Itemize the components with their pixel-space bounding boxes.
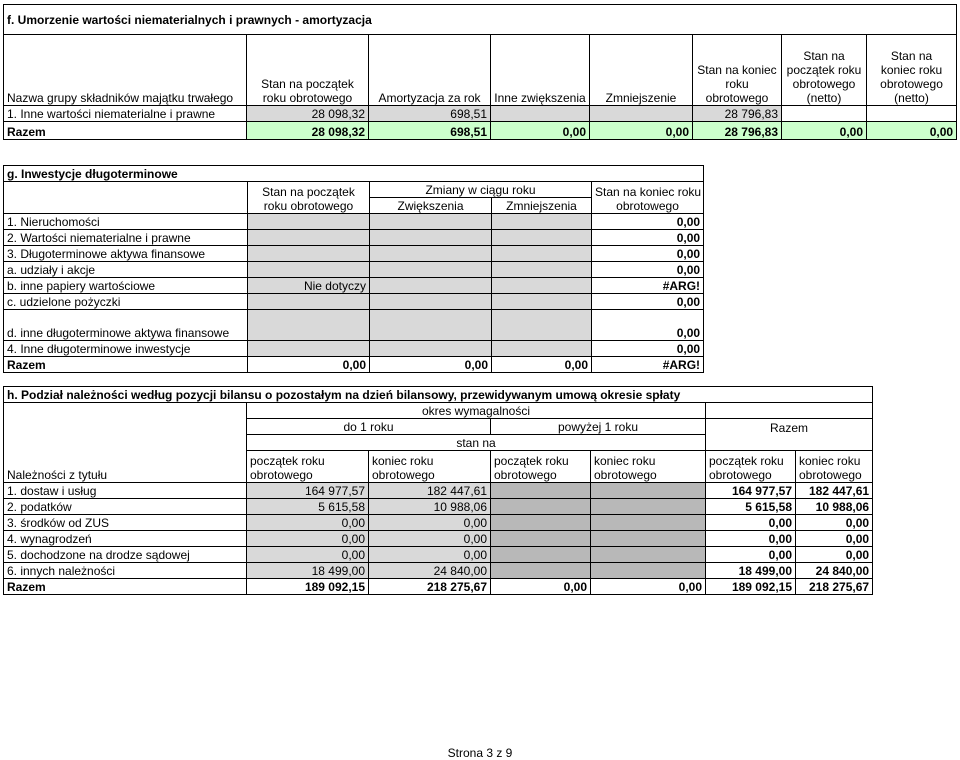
col-header-start-l1: Stan na początek (262, 185, 355, 199)
col-header-end-net-l3: obrotowego (880, 77, 943, 91)
cell-pow1-start (491, 547, 591, 563)
cell-total-end: 218 275,67 (796, 579, 873, 595)
cell-end: 0,00 (592, 294, 704, 310)
cell-start: 28 098,32 (247, 106, 369, 122)
cell-start: Nie dotyczy (248, 278, 370, 294)
page-footer: Strona 3 z 9 (447, 746, 513, 760)
cell-total-start: 0,00 (706, 547, 796, 563)
cell-do1-end: 182 447,61 (369, 483, 491, 499)
cell-total-start: 164 977,57 (706, 483, 796, 499)
cell-end: 0,00 (592, 341, 704, 357)
total-row (4, 122, 957, 140)
row-label: 1. Inne wartości niematerialne i prawne (4, 106, 247, 122)
cell-end: 0,00 (592, 310, 704, 341)
cell-pow1-end (591, 499, 706, 515)
row-label: 3. środków od ZUS (4, 515, 247, 531)
header-powyzej-1-roku: powyżej 1 roku (491, 419, 706, 435)
cell-start-net (782, 106, 867, 122)
section-h-table (3, 386, 873, 595)
header-razem: Razem (706, 419, 873, 435)
cell-pow1-end: 0,00 (591, 579, 706, 595)
table-row (4, 262, 704, 278)
table-row (4, 310, 704, 341)
table-row (4, 515, 873, 531)
cell-total-end: 0,00 (796, 547, 873, 563)
cell-pow1-end (591, 563, 706, 579)
cell-end: 0,00 (592, 246, 704, 262)
hdr-l1: koniec roku (594, 454, 656, 468)
cell-total-end: 0,00 (796, 515, 873, 531)
col-header-end-l2: obrotowego (616, 199, 679, 213)
col-header-amort: Amortyzacja za rok (369, 35, 491, 106)
cell-do1-start: 0,00 (247, 531, 369, 547)
row-label: 3. Długoterminowe aktywa finansowe (4, 246, 248, 262)
row-label: 4. Inne długoterminowe inwestycje (4, 341, 248, 357)
hdr-l1: koniec roku (799, 454, 861, 468)
cell-other-inc: 0,00 (491, 122, 590, 140)
cell-do1-end: 218 275,67 (369, 579, 491, 595)
cell-decrease: 0,00 (492, 357, 592, 373)
cell-do1-end: 0,00 (369, 515, 491, 531)
cell-end: 28 796,83 (693, 106, 782, 122)
table-row (4, 531, 873, 547)
row-label: d. inne długoterminowe aktywa finansowe (4, 310, 248, 341)
table-row (4, 246, 704, 262)
col-header-kon-2 (591, 451, 706, 483)
cell-end-net (867, 106, 957, 122)
col-header-decrease: Zmniejszenie (590, 35, 693, 106)
col-header-increase: Zwiększenia (370, 198, 492, 214)
table-row (4, 106, 957, 122)
cell-total-start: 0,00 (706, 515, 796, 531)
cell-start-net: 0,00 (782, 122, 867, 140)
col-header-end (592, 182, 704, 214)
header-do-1-roku: do 1 roku (247, 419, 491, 435)
hdr-l2: obrotowego (799, 468, 862, 482)
cell-pow1-end (591, 531, 706, 547)
cell-total-end: 24 840,00 (796, 563, 873, 579)
row-label: Razem (4, 579, 247, 595)
col-header-start-net-l3: obrotowego (792, 77, 856, 91)
col-header-start-net-l1: Stan na (803, 49, 845, 63)
hdr-l1: koniec roku (372, 454, 434, 468)
cell-end-net: 0,00 (867, 122, 957, 140)
cell-end: 28 796,83 (693, 122, 782, 140)
col-header-pocz-1 (247, 451, 369, 483)
cell-do1-end: 24 840,00 (369, 563, 491, 579)
cell-end: 0,00 (592, 214, 704, 230)
cell-pow1-end (591, 547, 706, 563)
row-label: 2. Wartości niematerialne i prawne (4, 230, 248, 246)
header-stan-na: stan na (247, 435, 706, 451)
cell-total-end: 182 447,61 (796, 483, 873, 499)
cell-start: 28 098,32 (247, 122, 369, 140)
col-header-start-l1: Stan na początek (261, 77, 354, 91)
cell-other-inc (491, 106, 590, 122)
col-header-end-net (867, 35, 957, 106)
col-header-pocz-2 (491, 451, 591, 483)
row-label: a. udziały i akcje (4, 262, 248, 278)
cell-do1-start: 0,00 (247, 547, 369, 563)
total-row (4, 579, 873, 595)
cell-total-start: 189 092,15 (706, 579, 796, 595)
col-header-pocz-3 (706, 451, 796, 483)
cell-end: 0,00 (592, 230, 704, 246)
row-label: c. udzielone pożyczki (4, 294, 248, 310)
hdr-l2: obrotowego (709, 468, 772, 482)
row-label: Razem (4, 122, 247, 140)
table-row (4, 341, 704, 357)
table-row (4, 294, 704, 310)
header-okres: okres wymagalności (247, 403, 706, 419)
section-g-table (3, 165, 704, 373)
col-header-end-net-l1: Stan na (890, 49, 933, 63)
cell-increase: 0,00 (370, 357, 492, 373)
row-label: 5. dochodzone na drodze sądowej (4, 547, 247, 563)
cell-total-end: 0,00 (796, 531, 873, 547)
table-row (4, 563, 873, 579)
cell-do1-start: 5 615,58 (247, 499, 369, 515)
cell-pow1-start (491, 499, 591, 515)
col-header-end-net-l4: (netto) (894, 91, 929, 105)
total-row (4, 357, 704, 373)
hdr-l2: obrotowego (494, 468, 557, 482)
hdr-l2: obrotowego (250, 468, 313, 482)
hdr-l1: początek roku (494, 454, 569, 468)
cell-start: 0,00 (248, 357, 370, 373)
col-header-start (248, 182, 370, 214)
cell-pow1-start (491, 515, 591, 531)
col-header-name: Nazwa grupy składników majątku trwałego (4, 35, 247, 106)
hdr-l2: obrotowego (594, 468, 657, 482)
cell-pow1-end (591, 515, 706, 531)
row-label: 6. innych należności (4, 563, 247, 579)
table-row (4, 499, 873, 515)
col-header-kon-1 (369, 451, 491, 483)
cell-amort: 698,51 (369, 106, 491, 122)
table-row (4, 278, 704, 294)
cell-pow1-end (591, 483, 706, 499)
cell-do1-end: 0,00 (369, 547, 491, 563)
hdr-l1: początek roku (709, 454, 784, 468)
section-f-title: f. Umorzenie wartości niematerialnych i prawnych - amortyzacja (7, 12, 372, 27)
section-h-body (4, 483, 873, 595)
col-header-start (247, 35, 369, 106)
row-label: 2. podatków (4, 499, 247, 515)
col-header-kon-3 (796, 451, 873, 483)
col-header-start-net (782, 35, 867, 106)
cell-pow1-start: 0,00 (491, 579, 591, 595)
cell-decrease: 0,00 (590, 122, 693, 140)
cell-total-start: 18 499,00 (706, 563, 796, 579)
cell-end: #ARG! (592, 357, 704, 373)
col-header-other-inc: Inne zwiększenia (491, 35, 590, 106)
cell-end: #ARG! (592, 278, 704, 294)
cell-do1-end: 10 988,06 (369, 499, 491, 515)
cell-pow1-start (491, 483, 591, 499)
col-header-end-l1: Stan na koniec (697, 63, 777, 77)
hdr-l1: początek roku (250, 454, 325, 468)
hdr-l2: obrotowego (372, 468, 435, 482)
col-header-start-net-l4: (netto) (806, 91, 842, 105)
section-g-title: g. Inwestycje długoterminowe (7, 167, 178, 181)
table-row (4, 547, 873, 563)
cell-pow1-start (491, 531, 591, 547)
row-label: b. inne papiery wartościowe (4, 278, 248, 294)
col-header-end-l1: Stan na koniec roku (595, 185, 702, 199)
col-header-start-l2: roku obrotowego (262, 91, 353, 105)
col-header-end-l3: obrotowego (705, 91, 769, 105)
row-label: 1. Nieruchomości (4, 214, 248, 230)
row-label: 4. wynagrodzeń (4, 531, 247, 547)
table-row (4, 230, 704, 246)
cell-do1-start: 189 092,15 (247, 579, 369, 595)
table-row (4, 214, 704, 230)
cell-pow1-start (491, 563, 591, 579)
cell-do1-start: 18 499,00 (247, 563, 369, 579)
cell-total-end: 10 988,06 (796, 499, 873, 515)
col-header-start-l2: roku obrotowego (263, 199, 354, 213)
cell-do1-start: 164 977,57 (247, 483, 369, 499)
cell-do1-end: 0,00 (369, 531, 491, 547)
col-header-end-l2: roku (725, 77, 749, 91)
cell-decrease (590, 106, 693, 122)
col-header-end-net-l2: koniec roku (880, 63, 943, 77)
section-h-title: h. Podział należności według pozycji bilansu o pozostałym na dzień bilansowy, przewidywanym umową okresie spłaty (4, 387, 873, 403)
col-header-start-net-l2: początek roku (786, 63, 862, 77)
row-label: Razem (4, 357, 248, 373)
cell-total-start: 0,00 (706, 531, 796, 547)
cell-end: 0,00 (592, 262, 704, 278)
section-f-table (3, 4, 957, 140)
col-header-changes: Zmiany w ciągu roku (370, 182, 592, 198)
col-header-decrease: Zmniejszenia (492, 198, 592, 214)
cell-amort: 698,51 (369, 122, 491, 140)
cell-do1-start: 0,00 (247, 515, 369, 531)
col-header-receivables: Należności z tytułu (4, 403, 247, 483)
cell-total-start: 5 615,58 (706, 499, 796, 515)
table-row (4, 483, 873, 499)
row-label: 1. dostaw i usług (4, 483, 247, 499)
col-header-end (693, 35, 782, 106)
